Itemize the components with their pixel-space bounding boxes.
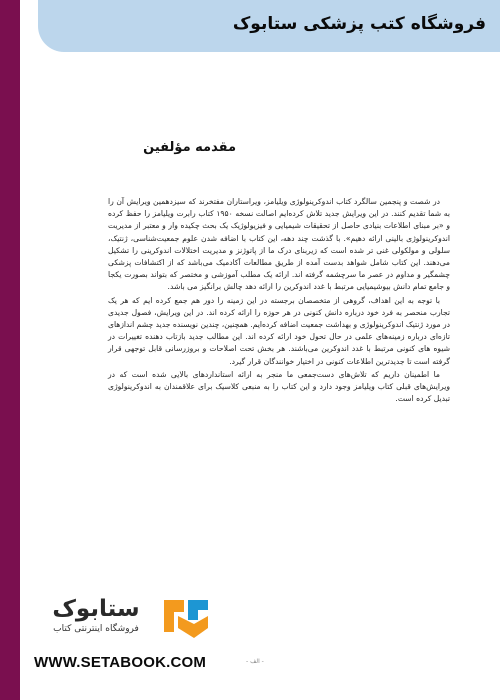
paragraph: در شصت و پنجمین سالگرد کتاب اندوکرینولوژی ویلیامز، ویراستاران مفتخرند که سیزدهمین ویرایش آن را به شما تقدیم کنند. در این ویرایش جدید تلاش کرده‌ایم اصالت نسخه ۱۹۵۰ کتاب رابرت ویلیامز را حفظ کرده و «بر مبنای اطلاعات بنیادی حاصل از تحقیقات شیمیایی و فیزیولوژیک یک بحث چکیده وار و معتبر از مدیریت اندوکرینولوژی بالینی ارائه دهیم». با گذشت چند دهه، این کتاب با اضافه شدن علوم جمعیت‌شناسی، ژنتیک، سلولی و مولکولی غنی تر شده است که زیربنای درک ما از پاتوژنز و مدیریت اختلالات اندوکرینی را تشکیل می‌دهند. این کتاب شامل شواهد بدست آمده از طریق مطالعات آکادمیک می‌باشد که از اکتشافات پزشکی چشمگیر و مداوم در عصر ما سرچشمه گرفته اند. ارائه یک مطلب آموزشی و مختصر که بتواند بصورت یکجا و جامع تمام دانش بیوشیمیایی مرتبط با غدد اندوکرین را ارائه دهد چالش برانگیز می باشد. [108,197,450,292]
setabook-logo [28,598,218,642]
book-spine-stripe [0,0,20,700]
body-text [108,196,450,406]
section-title: مقدمه مؤلفین [143,140,236,155]
paragraph: ما اطمینان داریم که تلاش‌های دست‌جمعی ما منجر به ارائه استانداردهای بالایی شده است که در ویرایش‌های قبلی کتاب ویلیامز وجود دارد و این کتاب را به منبعی کلاسیک برای علاقمندان به اندوکرینولوژی تبدیل کرده است. [108,369,450,404]
page-number: - الف - [246,658,264,665]
setabook-logo-mark-icon [160,598,212,642]
paragraph: با توجه به این اهداف، گروهی از متخصصان برجسته در این زمینه را دور هم جمع کرده ایم که هر یک تجارب منحصر به فرد خود درباره دانش کنونی در هر حوزه را ارائه کرده اند. در این ویرایش، فصول جدیدی در مورد ژنتیک اندوکرینولوژی و بهداشت جمعیت اضافه کرده‌ایم. همچنین، چندین نویسنده جدید چشم اندازهای تازه‌ای درباره زمینه‌های علمی در حال تحول خود ارائه کرده اند. این مطالب جدید بازتاب دهنده تغییرات در شیوه های کنونی مرتبط با غدد اندوکرین می‌باشند. هر بخش تحت اصلاحات و بروزرسانی قابل توجهی قرار گرفته است تا جدیدترین اطلاعات کنونی در اختیار خوانندگان قرار گیرد. [108,295,450,366]
logo-subtitle: فروشگاه اینترنتی کتاب [53,624,139,634]
page-header [38,0,500,52]
header-title: فروشگاه کتب پزشکی ستابوک [232,14,486,34]
logo-wordmark: ستابوک [52,596,140,622]
website-url[interactable]: WWW.SETABOOK.COM [34,654,207,671]
